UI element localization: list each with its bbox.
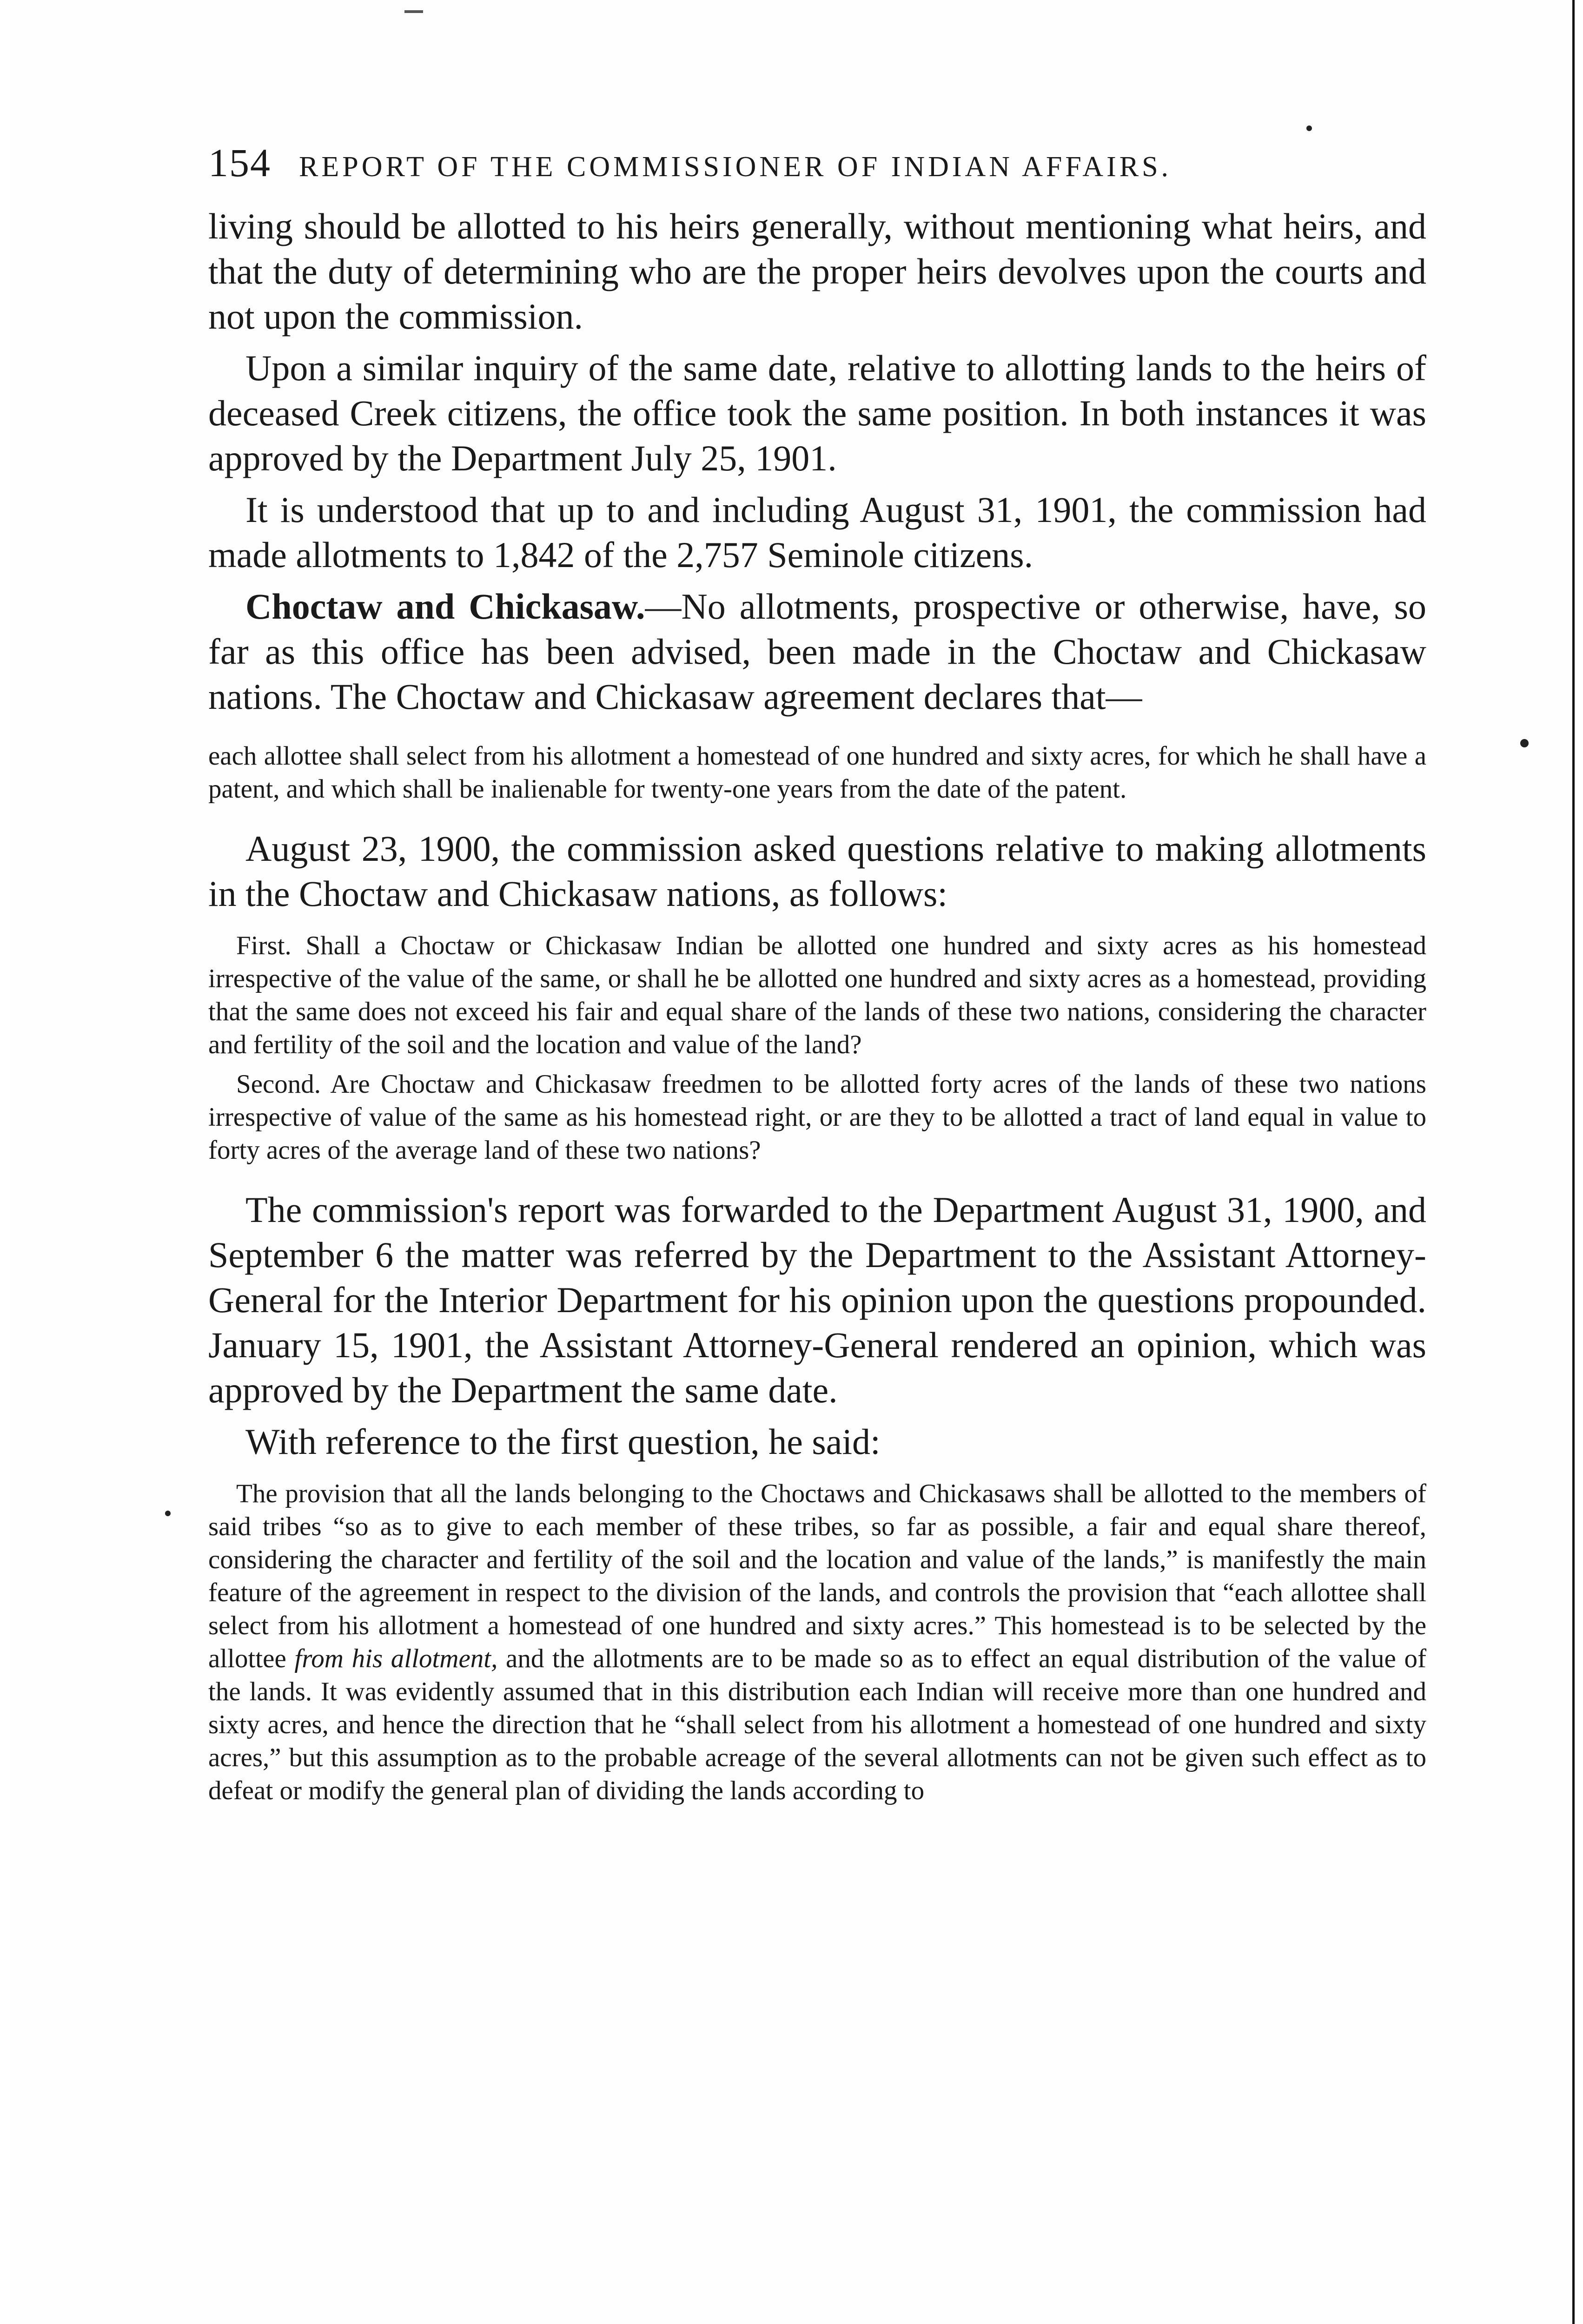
block-quote-second-question: Second. Are Choctaw and Chickasaw freedmen to be allotted forty acres of the lands of these two nations irrespective of value of the same as his homestead right, or are they to be allotted a tract of land equal in value to forty acres of the average land of these two nations? — [208, 1070, 1426, 1165]
scan-dot-left — [165, 1511, 171, 1516]
paragraph-seminole-allotments: It is understood that up to and including August 31, 1901, the commission had made allotments to 1,842 of the 2,757 Seminole citizens. — [208, 489, 1426, 575]
block-quote-opinion — [208, 1477, 1426, 1807]
block-quote-homestead: each allottee shall select from his allotment a homestead of one hundred and sixty acres, for which he shall have a patent, and which shall be inalienable for twenty-one years from the date of the patent. — [208, 741, 1426, 804]
scan-dot-header — [1306, 125, 1312, 131]
paragraph-first-question-intro: With reference to the first question, he said: — [245, 1421, 881, 1462]
paragraph-report-forwarded: The commission's report was forwarded to the Department August 31, 1900, and September 6 the matter was referred by the Department to the Assistant Attorney-General for the Interior Department for his opinion upon the questions propounded. January 15, 1901, the Assistant Attorney-General rendered an opinion, which was approved by the Department the same date. — [208, 1189, 1426, 1410]
running-head — [208, 139, 1426, 195]
paragraph-commission-questions: August 23, 1900, the commission asked questions relative to making allotments in the Choctaw and Chickasaw nations, as follows: — [208, 828, 1426, 914]
paragraph-choctaw-chickasaw — [208, 584, 1426, 719]
section-heading-choctaw-chickasaw: Choctaw and Chickasaw. — [245, 586, 645, 627]
paragraph-creek-heirs: Upon a similar inquiry of the same date, relative to allotting lands to the heirs of deceased Creek citizens, the office took the same position. In both instances it was approved by the Department July 25, 1901. — [208, 348, 1426, 478]
opinion-text-part2: and the allotments are to be made so as to effect an equal distribution of the value of the lands. It was evidently assumed that in this distribution each Indian will receive more than one hundred and sixty acres, and hence the direction that he “shall select from his allotment a homestead of one hundred and sixty acres,” but this assumption as to the probable acreage of the several allotments can not be given such effect as to defeat or modify the general plan of dividing the lands according to — [208, 1644, 1426, 1805]
block-quote-first-question: First. Shall a Choctaw or Chickasaw Indian be allotted one hundred and sixty acres as his homestead irrespective of the value of the same, or shall he be allotted one hundred and sixty acres as a homestead, providing that the same does not exceed his fair and equal share of the lands of these two nations, considering the character and fertility of the soil and the location and value of the land? — [208, 931, 1426, 1059]
paragraph-choctaw-chickasaw-text: —No allotments, prospective or otherwise, have, so far as this office has been advised, been made in the Choctaw and Chickasaw nations. The Choctaw and Chickasaw agreement declares that— — [208, 586, 1427, 717]
running-title: REPORT OF THE COMMISSIONER OF INDIAN AFFAIRS. — [299, 151, 1172, 183]
scan-mark-top — [404, 10, 423, 13]
page-content — [208, 139, 1426, 1807]
page-number: 154 — [208, 140, 271, 185]
opinion-italic-phrase: from his allotment, — [294, 1644, 498, 1673]
scan-dot-right — [1520, 739, 1529, 747]
opinion-text-part1: The provision that all the lands belonging to the Choctaws and Chickasaws shall be allotted to the members of said tribes “so as to give to each member of these tribes, so far as possible, a fair and equal share thereof, considering the character and fertility of the soil and the location and value of the lands,” is manifestly the main feature of the agreement in respect to the division of the lands, and controls the provision that “each allottee shall select from his allotment a homestead of one hundred and sixty acres.” This homestead is to be selected by the allottee — [208, 1479, 1426, 1673]
paragraph-continuation: living should be allotted to his heirs generally, without mentioning what heirs, and that the duty of determining who are the proper heirs devolves upon the courts and not upon the commission. — [208, 206, 1426, 337]
